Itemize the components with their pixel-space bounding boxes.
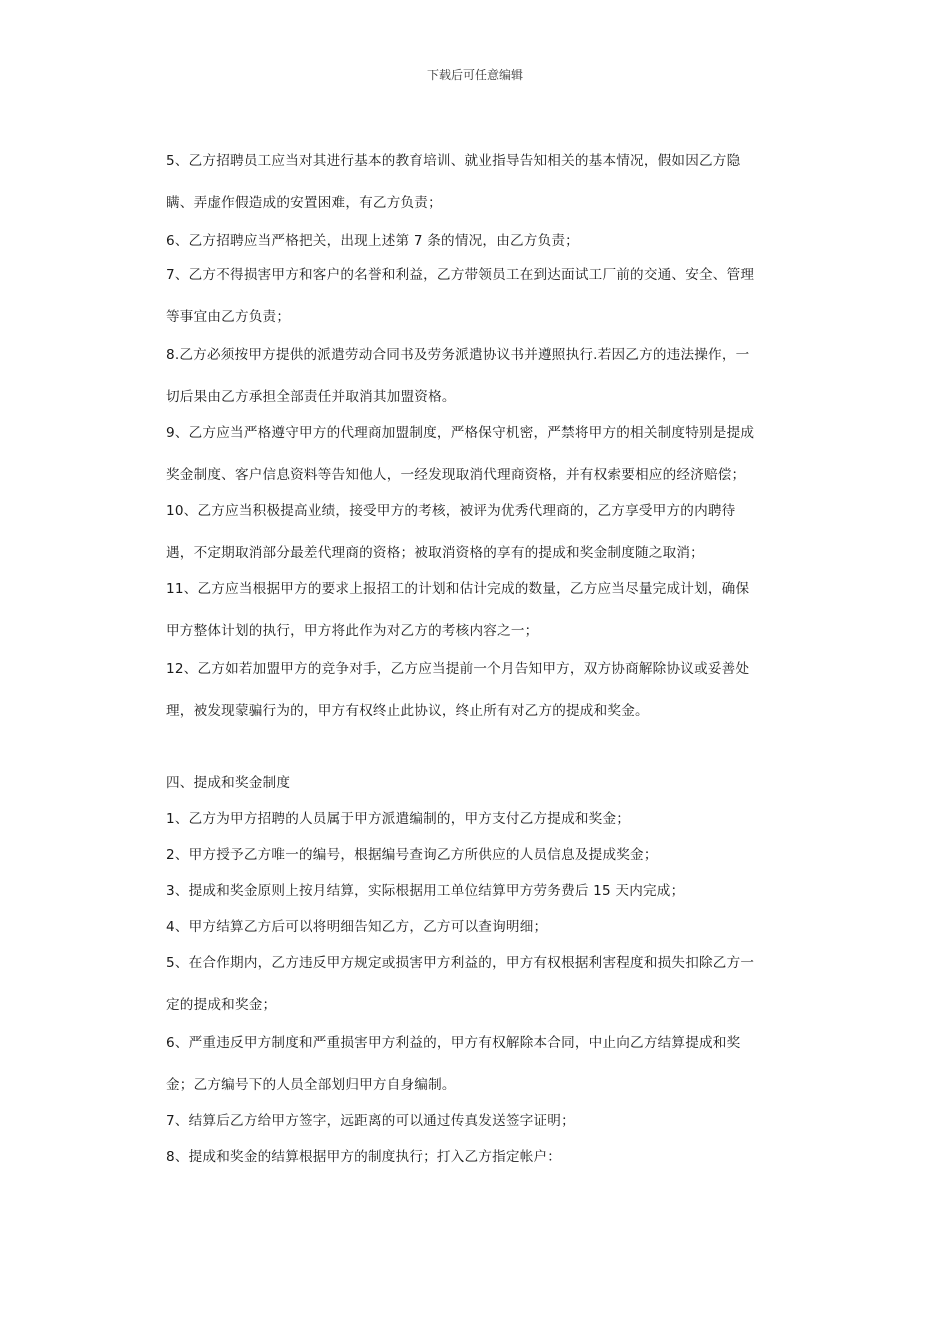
- clause-line: 1、乙方为甲方招聘的人员属于甲方派遣编制的，甲方支付乙方提成和奖金；: [166, 811, 631, 827]
- section-heading: 四、提成和奖金制度: [166, 775, 291, 791]
- clause-line: 9、乙方应当严格遵守甲方的代理商加盟制度，严格保守机密，严禁将甲方的相关制度特别是提成: [166, 425, 755, 441]
- clause-line: 7、乙方不得损害甲方和客户的名誉和利益，乙方带领员工在到达面试工厂前的交通、安全、管理: [166, 267, 755, 283]
- clause-line: 奖金制度、客户信息资料等告知他人，一经发现取消代理商资格，并有权索要相应的经济赔偿；: [166, 467, 746, 483]
- clause-line: 12、乙方如若加盟甲方的竞争对手，乙方应当提前一个月告知甲方，双方协商解除协议或妥善处: [166, 661, 750, 677]
- clause-line: 4、甲方结算乙方后可以将明细告知乙方，乙方可以查询明细；: [166, 919, 548, 935]
- clause-line: 甲方整体计划的执行，甲方将此作为对乙方的考核内容之一；: [166, 623, 539, 639]
- clause-line: 3、提成和奖金原则上按月结算，实际根据用工单位结算甲方劳务费后 15 天内完成；: [166, 883, 685, 899]
- clause-line: 定的提成和奖金；: [166, 997, 277, 1013]
- clause-line: 7、结算后乙方给甲方签字，远距离的可以通过传真发送签字证明；: [166, 1113, 575, 1129]
- clause-line: 瞒、弄虚作假造成的安置困难，有乙方负责；: [166, 195, 442, 211]
- clause-line: 11、乙方应当根据甲方的要求上报招工的计划和估计完成的数量，乙方应当尽量完成计划，确保: [166, 581, 750, 597]
- clause-line: 2、甲方授予乙方唯一的编号，根据编号查询乙方所供应的人员信息及提成奖金；: [166, 847, 658, 863]
- clause-line: 6、乙方招聘应当严格把关，出现上述第 7 条的情况，由乙方负责；: [166, 233, 579, 249]
- clause-line: 金；乙方编号下的人员全部划归甲方自身编制。: [166, 1077, 456, 1093]
- clause-line: 5、乙方招聘员工应当对其进行基本的教育培训、就业指导告知相关的基本情况，假如因乙方隐: [166, 153, 741, 169]
- clause-line: 8.乙方必须按甲方提供的派遣劳动合同书及劳务派遣协议书并遵照执行.若因乙方的违法操作，一: [166, 347, 750, 363]
- clause-line: 遇，不定期取消部分最差代理商的资格；被取消资格的享有的提成和奖金制度随之取消；: [166, 545, 704, 561]
- clause-line: 等事宜由乙方负责；: [166, 309, 291, 325]
- clause-line: 切后果由乙方承担全部责任并取消其加盟资格。: [166, 389, 456, 405]
- clause-line: 理，被发现蒙骗行为的，甲方有权终止此协议，终止所有对乙方的提成和奖金。: [166, 703, 649, 719]
- clause-line: 5、在合作期内，乙方违反甲方规定或损害甲方利益的，甲方有权根据利害程度和损失扣除乙方一: [166, 955, 755, 971]
- clause-line: 10、乙方应当积极提高业绩，接受甲方的考核，被评为优秀代理商的，乙方享受甲方的内聘待: [166, 503, 736, 519]
- page-header: 下载后可任意编辑: [426, 68, 523, 82]
- clause-line: 6、严重违反甲方制度和严重损害甲方利益的，甲方有权解除本合同，中止向乙方结算提成和奖: [166, 1035, 741, 1051]
- clause-line: 8、提成和奖金的结算根据甲方的制度执行；打入乙方指定帐户：: [166, 1149, 562, 1165]
